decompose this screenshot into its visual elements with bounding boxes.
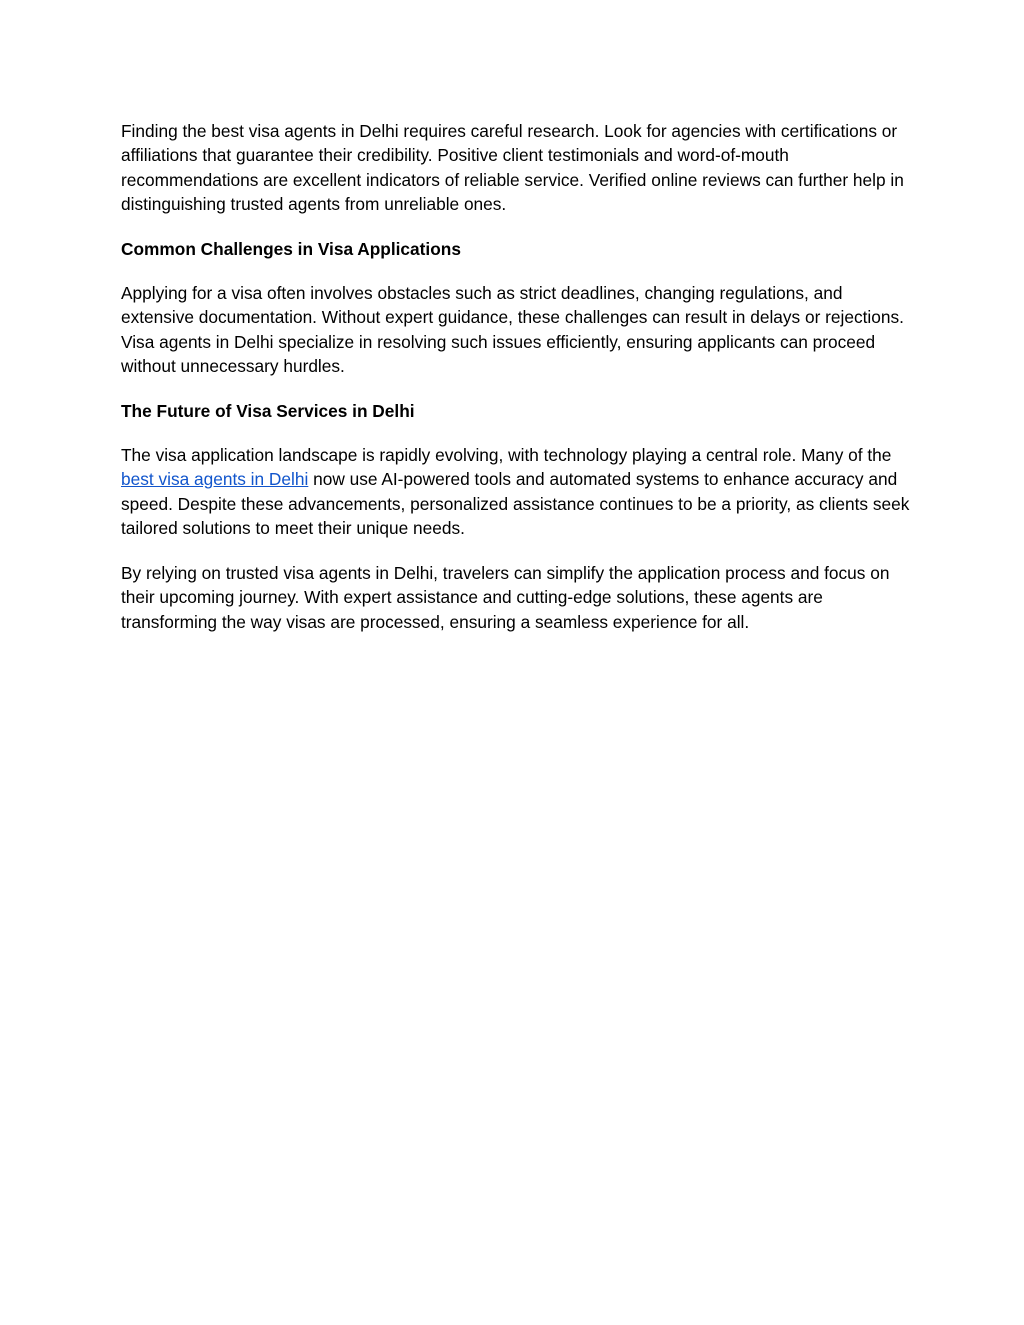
document-page [121, 119, 911, 654]
future-paragraph-text-before: The visa application landscape is rapidly evolving, with technology playing a central role. Many of the [121, 445, 892, 466]
closing-paragraph: By relying on trusted visa agents in Delhi, travelers can simplify the application process and focus on their upcoming journey. With expert assistance and cutting-edge solutions, these agents are transforming the way visas are processed, ensuring a seamless experience for all. [121, 562, 890, 632]
future-paragraph [121, 443, 911, 541]
intro-paragraph: Finding the best visa agents in Delhi requires careful research. Look for agencies with certifications or affiliations that guarantee their credibility. Positive client testimonials and word-of-mouth recommendations are excellent indicators of reliable service. Verified online reviews can further help in distinguishing trusted agents from unreliable ones. [121, 121, 904, 215]
section-heading-future: The Future of Visa Services in Delhi [121, 400, 415, 421]
best-visa-agents-link[interactable]: best visa agents in Delhi [121, 469, 309, 490]
future-paragraph-text-after: now use AI-powered tools and automated systems to enhance accuracy and speed. Despite these advancements, personalized assistance continues to be a priority, as clients seek tailored solutions to meet their unique needs. [121, 469, 910, 539]
section-heading-challenges: Common Challenges in Visa Applications [121, 238, 461, 259]
challenges-paragraph: Applying for a visa often involves obstacles such as strict deadlines, changing regulations, and extensive documentation. Without expert guidance, these challenges can result in delays or rejections. Visa agents in Delhi specialize in resolving such issues efficiently, ensuring applicants can proceed without unnecessary hurdles. [121, 283, 904, 377]
